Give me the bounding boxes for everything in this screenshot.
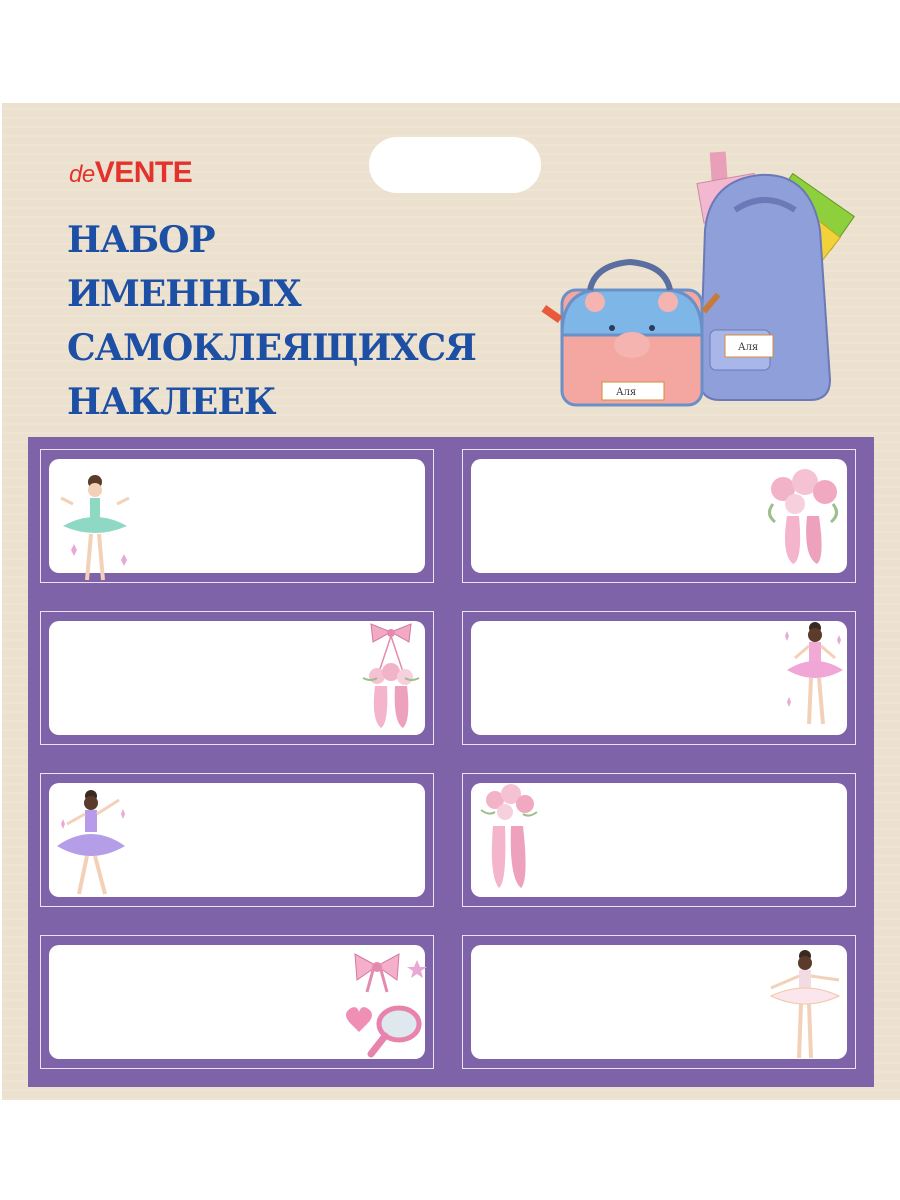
name-sticker-2[interactable] <box>462 449 856 583</box>
name-sticker-1[interactable] <box>40 449 434 583</box>
ballerina-mint-icon <box>55 468 135 588</box>
name-sticker-3[interactable] <box>40 611 434 745</box>
title-line-2: ИМЕННЫХ <box>67 273 301 315</box>
ballerina-white-icon <box>763 946 847 1066</box>
title-line-3: САМОКЛЕЯЩИХСЯ <box>67 327 476 369</box>
pointe-shoes-roses-icon <box>763 464 843 574</box>
name-sticker-4[interactable] <box>462 611 856 745</box>
ballerina-lilac-icon <box>53 784 133 904</box>
product-title <box>67 213 476 429</box>
bag-tag-text-2: Аля <box>616 387 637 398</box>
title-line-1: НАБОР <box>67 219 215 261</box>
bow-mirror-heart-icon <box>341 950 431 1060</box>
bag-tag-text: Аля <box>738 342 759 353</box>
title-line-4: НАКЛЕЕК <box>67 381 276 423</box>
ballerina-pink-icon <box>779 616 849 736</box>
school-bags-illustration <box>540 150 870 420</box>
sticker-sheet <box>28 437 874 1087</box>
pointe-shoes-bouquet-icon <box>477 784 541 896</box>
brand-logo: deVENTE <box>69 156 193 189</box>
name-sticker-6[interactable] <box>462 773 856 907</box>
pointe-shoes-bow-icon <box>357 622 425 734</box>
name-sticker-8[interactable] <box>462 935 856 1069</box>
name-sticker-7[interactable] <box>40 935 434 1069</box>
hang-hole <box>369 137 541 193</box>
name-sticker-5[interactable] <box>40 773 434 907</box>
